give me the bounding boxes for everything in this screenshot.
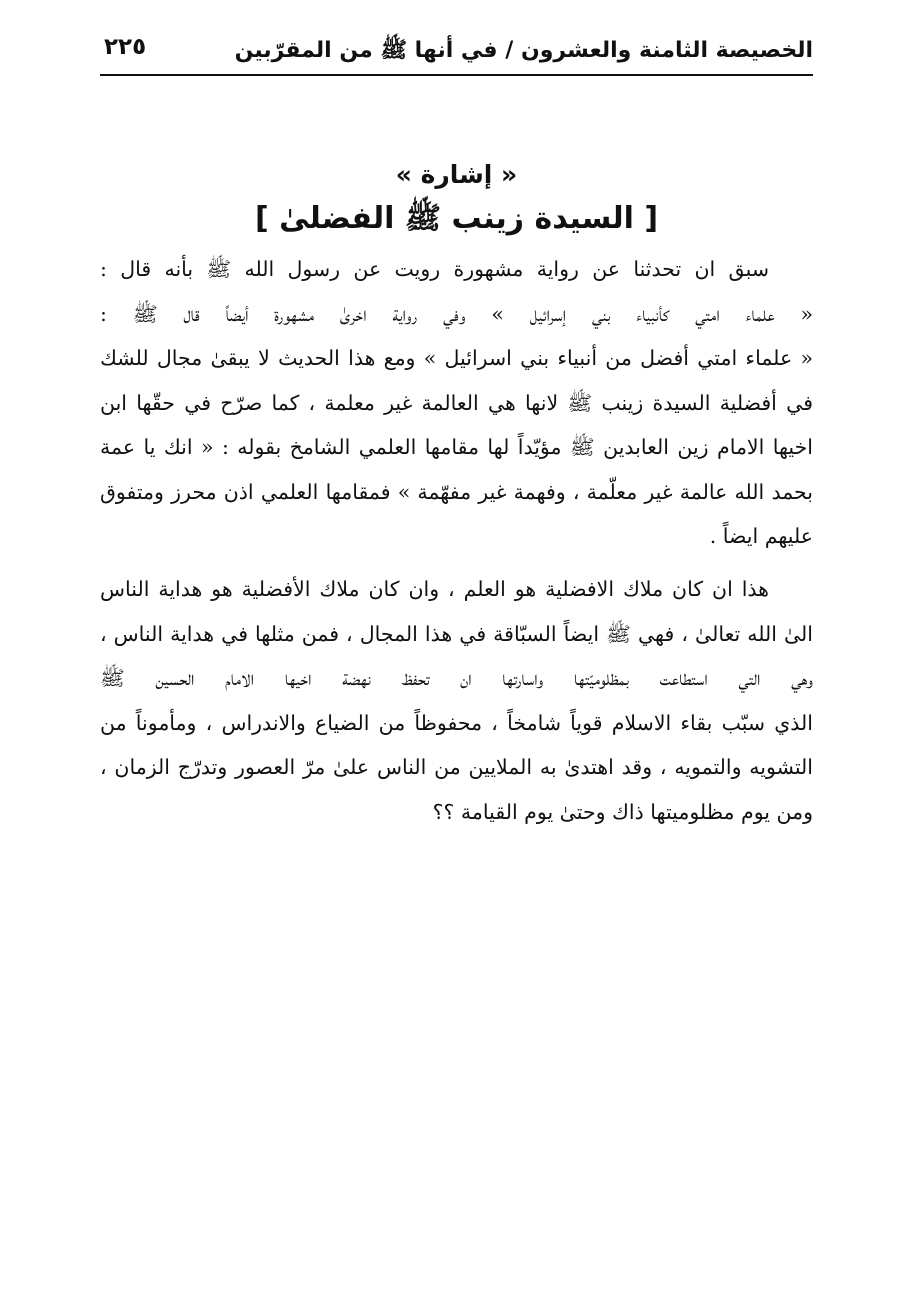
text-line: الىٰ الله تعالىٰ ، فهي ﷺ ايضاً السبّاقة في هذا المجال ، فمن مثلها في هداية الناس ، [100,621,813,646]
page-number: ٢٢٥ [104,34,147,60]
paragraph-2 [100,567,813,834]
text-line: ومن يوم مظلوميتها ذاك وحتىٰ يوم القيامة ؟؟ [432,799,813,824]
text-line: « علماء امتي أفضل من أنبياء بني اسرائيل » ومع هذا الحديث لا يبقىٰ مجال للشك [100,346,813,370]
header-title: الخصيصة الثامنة والعشرون / في أنها ﷺ من المقرّبين [234,38,813,63]
text-line: سبق ان تحدثنا عن رواية مشهورة رويت عن رسول الله ﷺ بأنه قال : [100,257,769,281]
text-line: التشويه والتمويه ، وقد اهتدىٰ به الملايين من الناس علىٰ مرّ العصور وتدرّج الزمان ، [100,755,813,779]
text-line: في أفضلية السيدة زينب ﷺ لانها هي العالمة غير معلمة ، كما صرّح في حقّها ابن [100,390,813,415]
paragraph-1 [100,247,813,559]
text-line: وهي التي استطاعت بمظلوميّتها واسارتها ان تحفظ نهضة اخيها الامام الحسين ﷺ [100,666,813,690]
text-line: اخيها الامام زين العابدين ﷺ مؤيّداً لها مقامها العلمي الشامخ بقوله : « انك يا عمة [100,435,813,459]
text-line: « علماء امتي كأنبياء بني إسرائيل » وفي رواية اخرىٰ مشهورة أيضاً قال ﷺ : [100,301,813,326]
text-line: الذي سبّب بقاء الاسلام قوياً شامخاً ، محفوظاً من الضياع والاندراس ، ومأموناً من [100,710,813,735]
text-line: هذا ان كان ملاك الافضلية هو العلم ، وان كان ملاك الأفضلية هو هداية الناس [100,577,769,601]
running-header [100,30,813,76]
text-line: بحمد الله عالمة غير معلّمة ، وفهمة غير مفهّمة » فمقامها العلمي اذن محرز ومتفوق [100,479,813,504]
section-label: « إشارة » [395,160,518,189]
section-title: [ السيدة زينب ﷺ الفضلىٰ ] [254,201,659,236]
text-line: عليهم ايضاً . [709,524,813,548]
